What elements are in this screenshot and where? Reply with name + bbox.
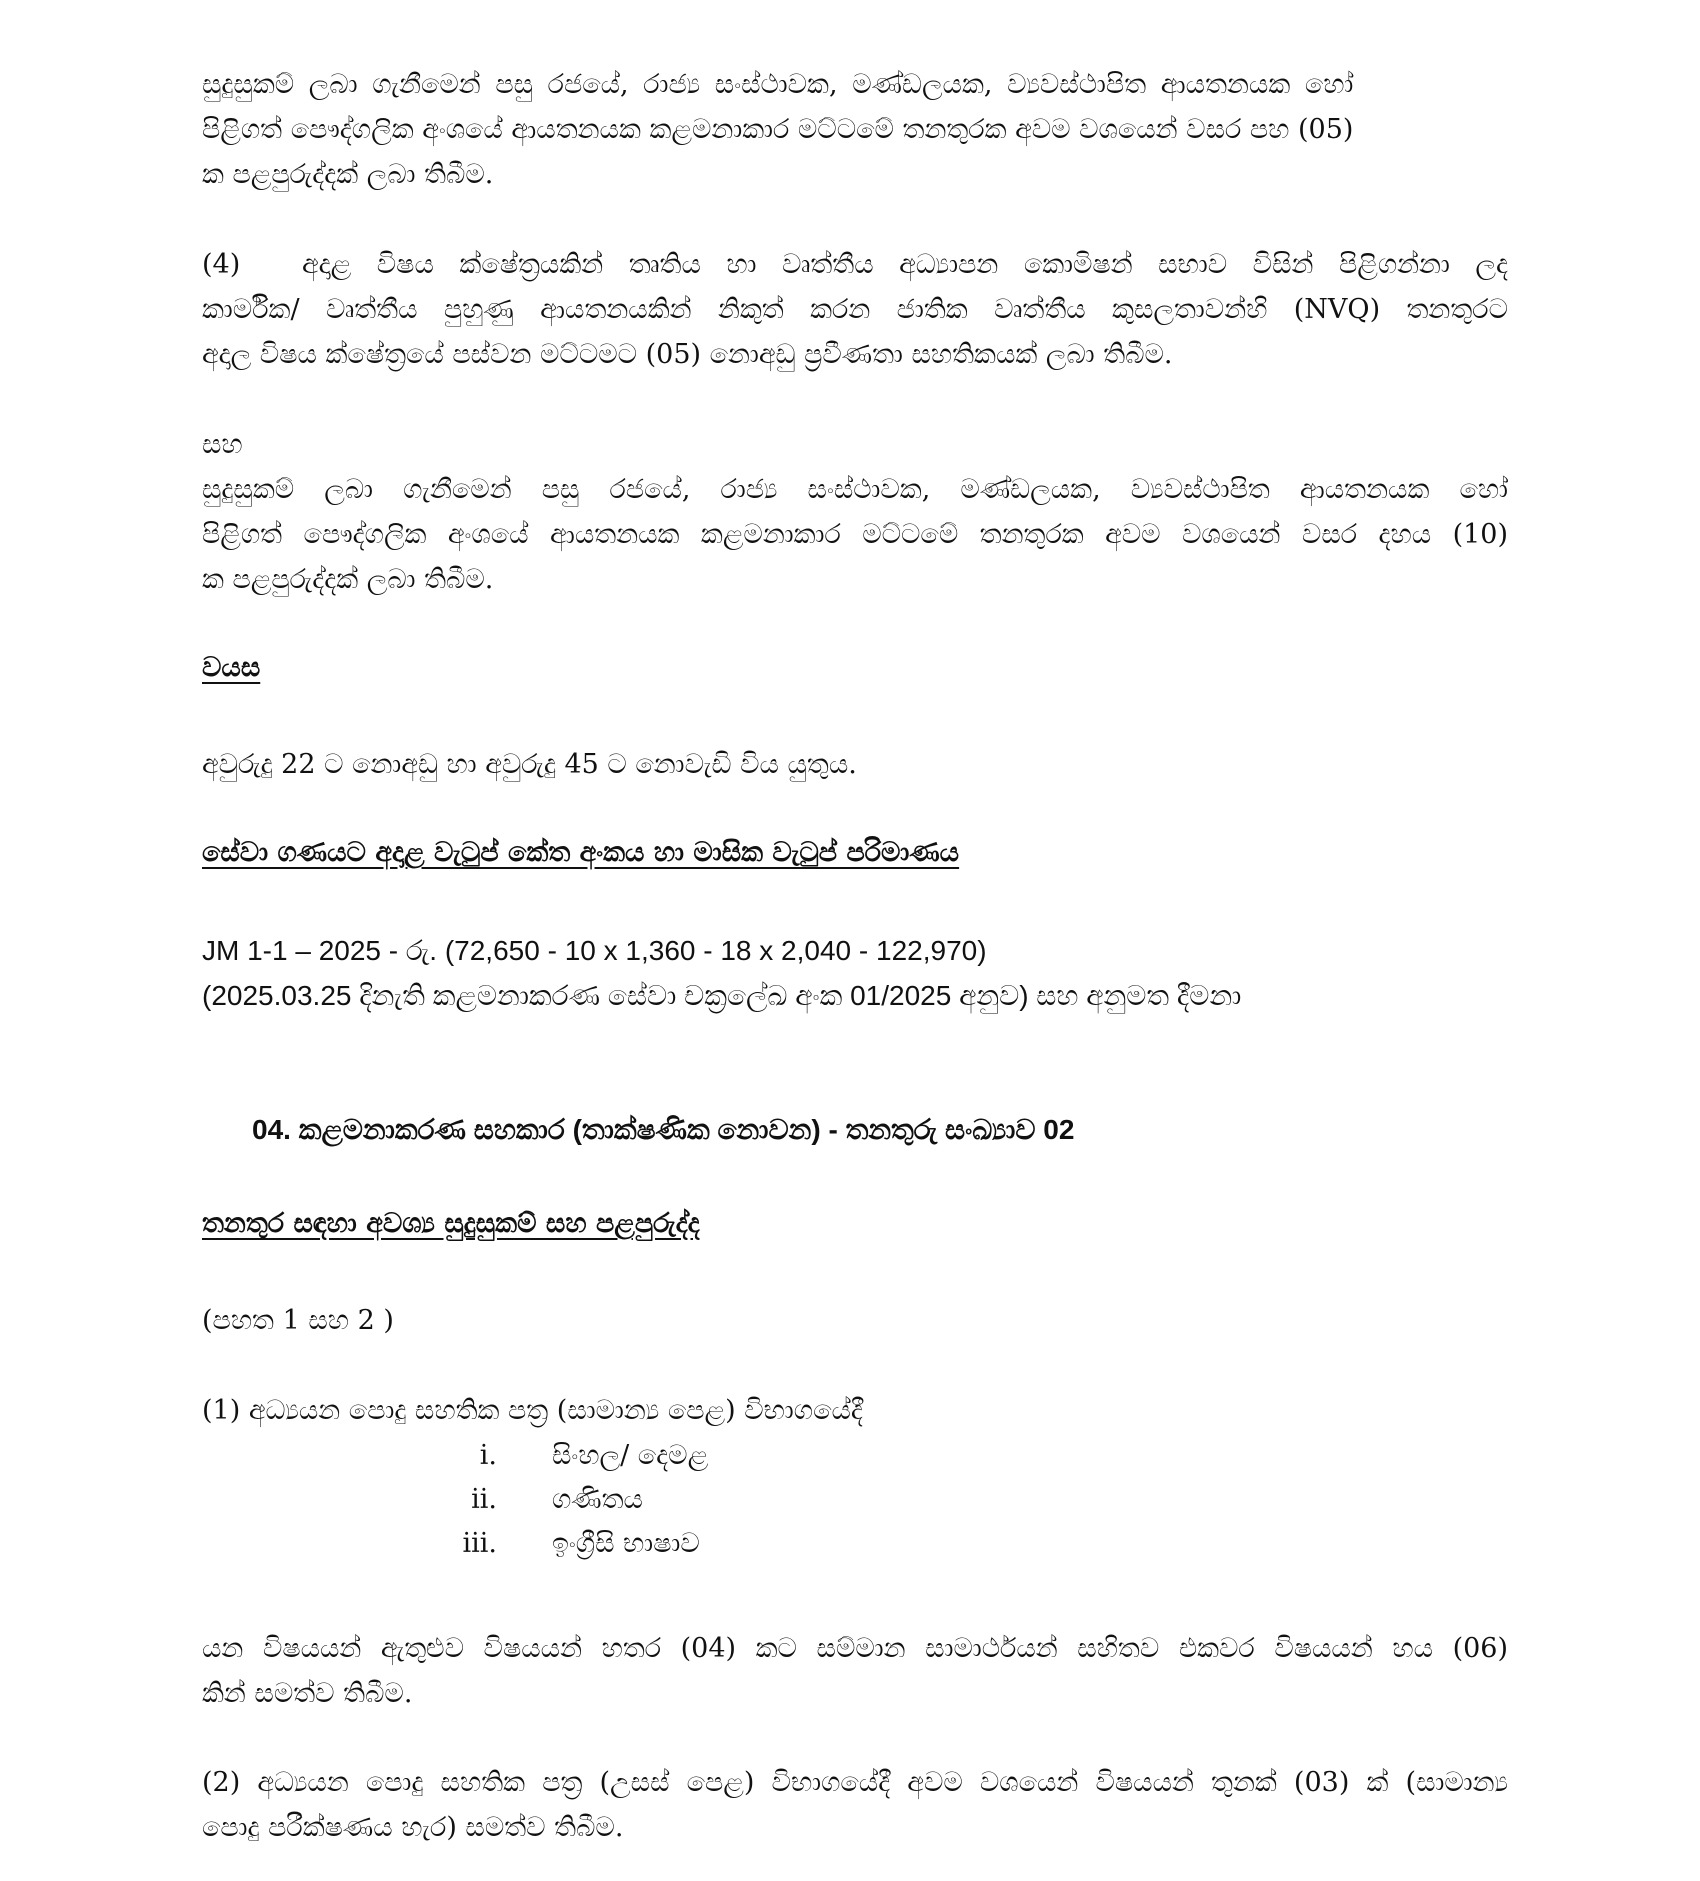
qualifications-heading: තනතුර සඳහා අවශ්‍ය සුදුසුකම් සහ පළපුරුද්ද (202, 1208, 700, 1239)
text-line: ක පළපුරුද්දක් ලබා තිබීම. (202, 159, 494, 190)
text-line: කින් සමත්ව තිබීම. (202, 1678, 413, 1709)
text-line: ක පළපුරුද්දක් ලබා තිබීම. (202, 564, 494, 595)
grades-note: (පහත 1 සහ 2 ) (202, 1305, 394, 1336)
text-line: (2) අධ්‍යයන පොදු සහතික පත්‍ර (උසස් පෙළ) විභාගයේදී අවම වශයෙන් විෂයයන් තුනක් (03) ක් (සාමාන්‍ය (202, 1767, 1508, 1798)
text-line: යන විෂයයන් ඇතුළුව විෂයයන් හතර (04) කට සම්මාන සාමාර්ථයන් සහිතව එකවර විෂයයන් හය (06) (202, 1633, 1508, 1664)
experience-paragraph-10-years (202, 467, 1508, 602)
list-item-label: සිංහල/ දෙමළ (552, 1440, 709, 1471)
item-number: (4) (202, 249, 241, 280)
section-title: 04. කළමනාකරණ සහකාර (තාක්ෂණික නොවන) - තනතුරු සංඛ්‍යාව 02 (252, 1114, 1075, 1145)
ol-exam-requirement: (1) අධ්‍යයන පොදු සහතික පත්‍ර (සාමාන්‍ය පෙළ) විභාගයේදී (202, 1395, 863, 1426)
subject-list (202, 1434, 708, 1566)
text-line: කාර්මික/ වෘත්තීය පුහුණු ආයතනයකින් නිකුත් කරන ජාතික වෘත්තීය කුසලතාවන්හි (NVQ) තනතුරට (202, 294, 1508, 325)
list-item-number: ii. (471, 1484, 497, 1515)
text-line: සුදුසුකම් ලබා ගැනීමෙන් පසු රජයේ, රාජ්‍ය සංස්ථාවක, මණ්ඩලයක, ව්‍යවස්ථාපිත ආයතනයක හෝ (202, 474, 1508, 505)
text-line (202, 242, 1508, 287)
text-line: සුදුසුකම් ලබා ගැනීමෙන් පසු රජයේ, රාජ්‍ය සංස්ථාවක, මණ්ඩලයක, ව්‍යවස්ථාපිත ආයතනයක හෝ (202, 69, 1354, 100)
salary-heading: සේවා ගණයට අදාළ වැටුප් කේත අංකය හා මාසික වැටුප් පරිමාණය (202, 837, 960, 868)
list-item (202, 1434, 708, 1478)
ol-exam-conclusion (202, 1626, 1508, 1716)
nvq-qualification-paragraph (202, 242, 1508, 377)
age-heading: වයස (202, 652, 261, 683)
conjunction-text: සහ (202, 429, 243, 460)
salary-circular-line: (2025.03.25 දිනැති කළමනාකරණ සේවා චක්‍රලේඛ අංක 01/2025 අනුව) සහ අනුමත දීමනා (202, 980, 1242, 1011)
list-item (202, 1478, 708, 1522)
text-line: පිළිගත් පෞද්ගලික අංශයේ ආයතනයක කළමනාකාර මට්ටමේ තනතුරක අවම වශයෙන් වසර දහය (10) (202, 519, 1508, 550)
list-item-number: i. (479, 1440, 497, 1471)
age-requirement-text: අවුරුදු 22 ට නොඅඩු හා අවුරුදු 45 ට නොවැඩි විය යුතුය. (202, 749, 857, 780)
experience-paragraph-5-years (202, 62, 1353, 197)
text-segment: අදාළ විෂය ක්ෂේත්‍රයකින් තෘතිය හා වෘත්තීය අධ්‍යාපන කොමිෂන් සභාව විසින් පිළිගන්නා ලද (302, 249, 1508, 280)
text-line: පිළිගත් පෞද්ගලික අංශයේ ආයතනයක කළමනාකාර මට්ටමේ තනතුරක අවම වශයෙන් වසර පහ (05) (202, 114, 1354, 145)
list-item-label: ඉංග්‍රීසි භාෂාව (552, 1528, 700, 1559)
list-item (202, 1522, 708, 1566)
salary-scale-line: JM 1-1 – 2025 - රු. (72,650 - 10 x 1,360 - 18 x 2,040 - 122,970) (202, 935, 987, 966)
text-line: පොදු පරීක්ෂණය හැර) සමත්ව තිබීම. (202, 1812, 624, 1843)
list-item-number: iii. (462, 1528, 497, 1559)
text-line: අදාල විෂය ක්ෂේත්‍රයේ පස්වන මට්ටමට (05) නොඅඩු ප්‍රවීණතා සහතිකයක් ලබා තිබීම. (202, 339, 1173, 370)
list-item-label: ගණිතය (552, 1484, 643, 1515)
al-exam-requirement (202, 1760, 1508, 1850)
